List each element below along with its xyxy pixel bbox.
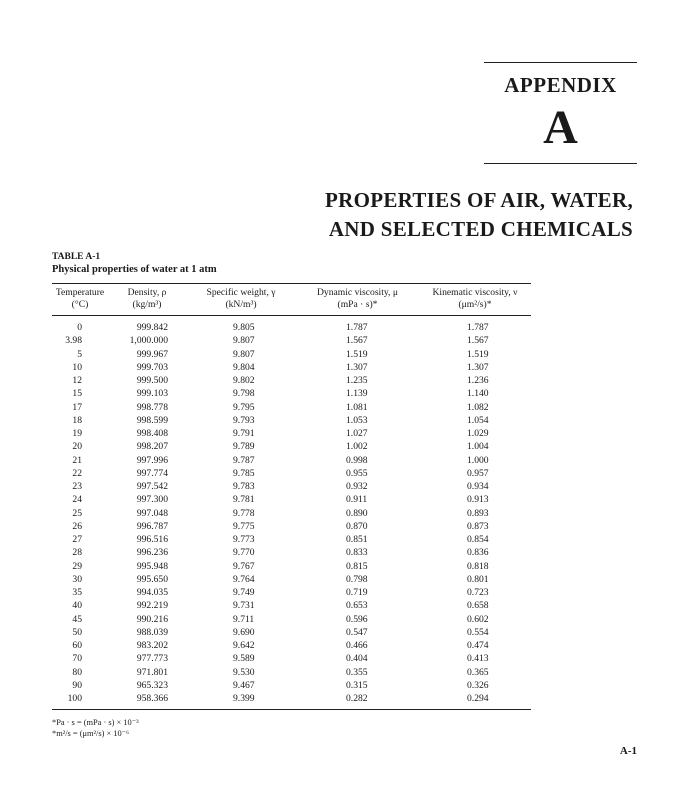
cell-temperature: 18 [72, 414, 82, 426]
header-temperature-label: Temperature [55, 287, 105, 298]
cell-density: 997.996 [136, 454, 168, 466]
cell-specific-weight: 9.798 [233, 388, 255, 400]
cell-dynamic-viscosity: 0.815 [346, 560, 368, 572]
table-row [52, 507, 531, 520]
table-row [52, 467, 531, 480]
cell-specific-weight: 9.791 [233, 428, 255, 439]
cell-temperature: 25 [72, 507, 82, 519]
cell-temperature: 22 [72, 467, 82, 479]
cell-kinematic-viscosity: 0.294 [419, 692, 531, 710]
table-label: TABLE A-1 [52, 252, 101, 262]
cell-specific-weight: 9.785 [233, 467, 255, 479]
table-row [52, 573, 531, 586]
cell-density: 977.773 [136, 653, 168, 665]
table-row [52, 533, 531, 546]
cell-specific-weight: 9.787 [233, 454, 255, 466]
table-row [52, 599, 531, 612]
header-density-label: Density, ρ [127, 287, 167, 298]
cell-specific-weight: 9.767 [233, 560, 255, 572]
cell-temperature: 3.98 [65, 335, 82, 347]
cell-density: 997.542 [136, 481, 168, 492]
cell-density: 958.366 [108, 692, 186, 710]
header-dynamic-viscosity-label: Dynamic viscosity, μ [317, 287, 398, 298]
cell-specific-weight: 9.775 [233, 520, 255, 532]
cell-specific-weight: 9.589 [233, 653, 255, 665]
table-row [52, 493, 531, 506]
cell-temperature: 60 [72, 640, 82, 651]
chapter-title-line-1: PROPERTIES OF AIR, WATER, [324, 188, 633, 212]
header-specific-weight-label: Specific weight, γ [206, 287, 276, 298]
cell-kinematic-viscosity: 0.658 [467, 600, 489, 612]
cell-specific-weight: 9.793 [233, 414, 255, 426]
table-caption: Physical properties of water at 1 atm [52, 264, 217, 275]
cell-specific-weight: 9.781 [233, 494, 255, 506]
cell-dynamic-viscosity: 0.404 [346, 653, 368, 665]
cell-density: 999.967 [136, 348, 168, 360]
cell-dynamic-viscosity: 0.833 [346, 547, 368, 559]
cell-dynamic-viscosity: 1.307 [346, 361, 368, 373]
cell-kinematic-viscosity: 0.873 [467, 520, 489, 532]
table-row [52, 679, 531, 692]
table-row [52, 414, 531, 427]
cell-dynamic-viscosity: 0.282 [296, 692, 419, 710]
cell-temperature: 21 [72, 454, 82, 466]
chapter-title [325, 186, 633, 244]
header-kinematic-viscosity-unit: (μm²/s)* [458, 299, 492, 310]
cell-temperature: 10 [72, 361, 82, 373]
cell-temperature: 15 [72, 388, 82, 400]
cell-specific-weight: 9.804 [233, 361, 255, 373]
table-row [52, 560, 531, 573]
cell-kinematic-viscosity: 1.082 [467, 401, 489, 413]
cell-kinematic-viscosity: 0.413 [467, 653, 489, 665]
cell-specific-weight: 9.802 [233, 375, 255, 386]
header-specific-weight [186, 284, 296, 316]
cell-kinematic-viscosity: 0.602 [467, 613, 489, 625]
cell-density: 998.207 [136, 441, 168, 453]
cell-specific-weight: 9.807 [233, 335, 255, 347]
cell-density: 998.599 [136, 414, 168, 426]
table-row [52, 520, 531, 533]
cell-temperature: 20 [72, 441, 82, 453]
cell-kinematic-viscosity: 1.000 [467, 454, 489, 466]
cell-kinematic-viscosity: 1.787 [467, 322, 489, 333]
cell-dynamic-viscosity: 0.653 [346, 600, 368, 612]
cell-temperature: 23 [72, 481, 82, 492]
table-row [52, 454, 531, 467]
table-header-row [52, 284, 531, 316]
table-row [52, 316, 531, 335]
header-specific-weight-unit: (kN/m³) [225, 299, 257, 310]
table-row [52, 387, 531, 400]
cell-dynamic-viscosity: 1.139 [346, 388, 368, 400]
cell-density: 999.703 [136, 361, 168, 373]
cell-dynamic-viscosity: 0.870 [346, 520, 368, 532]
cell-specific-weight: 9.467 [233, 679, 255, 691]
cell-kinematic-viscosity: 0.934 [467, 481, 489, 492]
cell-specific-weight: 9.778 [233, 507, 255, 519]
cell-specific-weight: 9.764 [233, 573, 255, 585]
chapter-title-line-2: AND SELECTED CHEMICALS [328, 217, 633, 241]
cell-dynamic-viscosity: 1.053 [346, 414, 368, 426]
cell-specific-weight: 9.783 [233, 481, 255, 492]
header-temperature-unit: (°C) [71, 299, 89, 310]
footnote-m2-s: *m²/s = (μm²/s) × 10⁻⁶ [52, 729, 130, 739]
cell-density: 997.048 [136, 507, 168, 519]
cell-density: 1,000.000 [129, 335, 168, 347]
cell-specific-weight: 9.530 [233, 666, 255, 678]
cell-dynamic-viscosity: 0.851 [346, 534, 368, 545]
header-temperature [52, 284, 108, 316]
cell-kinematic-viscosity: 1.029 [467, 428, 489, 439]
cell-dynamic-viscosity: 0.719 [346, 587, 368, 598]
cell-dynamic-viscosity: 0.355 [346, 666, 368, 678]
table-row [52, 652, 531, 665]
table-row [52, 546, 531, 559]
cell-density: 999.103 [136, 388, 168, 400]
table-row [52, 626, 531, 639]
cell-specific-weight: 9.711 [233, 613, 255, 625]
table-row [52, 401, 531, 414]
cell-kinematic-viscosity: 0.836 [467, 547, 489, 559]
cell-kinematic-viscosity: 1.140 [467, 388, 489, 400]
cell-density: 988.039 [136, 626, 168, 638]
table-row [52, 374, 531, 387]
cell-kinematic-viscosity: 1.307 [467, 361, 489, 373]
cell-specific-weight: 9.749 [233, 587, 255, 598]
cell-density: 995.948 [136, 560, 168, 572]
cell-dynamic-viscosity: 0.798 [346, 573, 368, 585]
cell-temperature: 80 [72, 666, 82, 678]
table-row [52, 586, 531, 599]
bottom-rule [484, 163, 637, 164]
cell-kinematic-viscosity: 0.474 [467, 640, 489, 651]
cell-temperature: 90 [72, 679, 82, 691]
cell-dynamic-viscosity: 0.911 [346, 494, 368, 506]
cell-dynamic-viscosity: 0.596 [346, 613, 368, 625]
cell-kinematic-viscosity: 0.893 [467, 507, 489, 519]
header-density-unit: (kg/m³) [132, 299, 162, 310]
cell-kinematic-viscosity: 0.554 [467, 626, 489, 638]
cell-density: 990.216 [136, 613, 168, 625]
cell-kinematic-viscosity: 0.326 [467, 679, 489, 691]
cell-specific-weight: 9.773 [233, 534, 255, 545]
cell-kinematic-viscosity: 1.236 [467, 375, 489, 386]
table-row [52, 639, 531, 652]
cell-dynamic-viscosity: 0.315 [346, 679, 368, 691]
cell-dynamic-viscosity: 1.027 [346, 428, 368, 439]
cell-dynamic-viscosity: 1.567 [346, 335, 368, 347]
cell-dynamic-viscosity: 1.081 [346, 401, 368, 413]
header-dynamic-viscosity-unit: (mPa · s)* [337, 299, 378, 310]
appendix-letter: A [543, 101, 578, 154]
header-kinematic-viscosity [419, 284, 531, 316]
cell-temperature: 26 [72, 520, 82, 532]
table-row [52, 613, 531, 626]
cell-temperature: 12 [72, 375, 82, 386]
table-body [52, 316, 531, 710]
footnote-pa-s: *Pa · s = (mPa · s) × 10⁻³ [52, 718, 139, 728]
cell-kinematic-viscosity: 1.004 [467, 441, 489, 453]
cell-dynamic-viscosity: 0.955 [346, 467, 368, 479]
cell-temperature: 70 [72, 653, 82, 665]
cell-density: 999.500 [136, 375, 168, 386]
cell-density: 965.323 [136, 679, 168, 691]
cell-specific-weight: 9.789 [233, 441, 255, 453]
cell-specific-weight: 9.770 [233, 547, 255, 559]
table-row [52, 440, 531, 453]
cell-dynamic-viscosity: 1.235 [346, 375, 368, 386]
cell-density: 998.778 [136, 401, 168, 413]
cell-density: 997.774 [136, 467, 168, 479]
table-row [52, 361, 531, 374]
cell-temperature: 45 [72, 613, 82, 625]
cell-specific-weight: 9.795 [233, 401, 255, 413]
header-density [108, 284, 186, 316]
cell-density: 996.787 [136, 520, 168, 532]
cell-temperature: 100 [52, 692, 108, 710]
cell-temperature: 50 [72, 626, 82, 638]
cell-dynamic-viscosity: 1.002 [346, 441, 368, 453]
cell-kinematic-viscosity: 0.365 [467, 666, 489, 678]
cell-density: 971.801 [136, 666, 168, 678]
header-kinematic-viscosity-label: Kinematic viscosity, ν [432, 287, 518, 298]
cell-dynamic-viscosity: 0.547 [346, 626, 368, 638]
cell-density: 996.236 [136, 547, 168, 559]
cell-specific-weight: 9.642 [233, 640, 255, 651]
cell-density: 983.202 [136, 640, 168, 651]
cell-dynamic-viscosity: 0.998 [346, 454, 368, 466]
water-properties-table [52, 283, 531, 710]
table-row [52, 480, 531, 493]
cell-specific-weight: 9.805 [233, 322, 255, 333]
page-number: A-1 [619, 745, 637, 757]
cell-temperature: 30 [72, 573, 82, 585]
cell-density: 999.842 [136, 322, 168, 333]
footnotes [52, 717, 531, 739]
cell-temperature: 24 [72, 494, 82, 506]
cell-temperature: 35 [72, 587, 82, 598]
cell-temperature: 40 [72, 600, 82, 612]
cell-specific-weight: 9.690 [233, 626, 255, 638]
table-row [52, 692, 531, 710]
table-row [52, 348, 531, 361]
cell-density: 998.408 [136, 428, 168, 439]
cell-temperature: 28 [72, 547, 82, 559]
water-properties-table-section [52, 252, 531, 739]
cell-kinematic-viscosity: 0.854 [467, 534, 489, 545]
cell-specific-weight: 9.807 [233, 348, 255, 360]
cell-kinematic-viscosity: 1.519 [467, 348, 489, 360]
cell-temperature: 0 [77, 322, 82, 333]
top-rule [484, 62, 637, 63]
cell-kinematic-viscosity: 0.801 [467, 573, 489, 585]
cell-specific-weight: 9.399 [186, 692, 296, 710]
cell-temperature: 19 [72, 428, 82, 439]
cell-dynamic-viscosity: 0.932 [346, 481, 368, 492]
header-dynamic-viscosity [296, 284, 419, 316]
table-row [52, 427, 531, 440]
cell-specific-weight: 9.731 [233, 600, 255, 612]
cell-density: 994.035 [136, 587, 168, 598]
cell-kinematic-viscosity: 0.818 [467, 560, 489, 572]
cell-kinematic-viscosity: 0.957 [467, 467, 489, 479]
table-row [52, 666, 531, 679]
cell-dynamic-viscosity: 0.466 [346, 640, 368, 651]
cell-dynamic-viscosity: 1.519 [346, 348, 368, 360]
cell-kinematic-viscosity: 1.567 [467, 335, 489, 347]
cell-density: 995.650 [136, 573, 168, 585]
cell-kinematic-viscosity: 0.913 [467, 494, 489, 506]
table-row [52, 334, 531, 347]
cell-temperature: 17 [72, 401, 82, 413]
cell-kinematic-viscosity: 1.054 [467, 414, 489, 426]
appendix-word: APPENDIX [504, 73, 617, 97]
cell-density: 997.300 [136, 494, 168, 506]
cell-dynamic-viscosity: 1.787 [346, 322, 368, 333]
cell-dynamic-viscosity: 0.890 [346, 507, 368, 519]
cell-density: 992.219 [136, 600, 168, 612]
cell-temperature: 5 [77, 348, 82, 360]
cell-density: 996.516 [136, 534, 168, 545]
appendix-heading [484, 62, 637, 164]
cell-kinematic-viscosity: 0.723 [467, 587, 489, 598]
cell-temperature: 27 [72, 534, 82, 545]
cell-temperature: 29 [72, 560, 82, 572]
